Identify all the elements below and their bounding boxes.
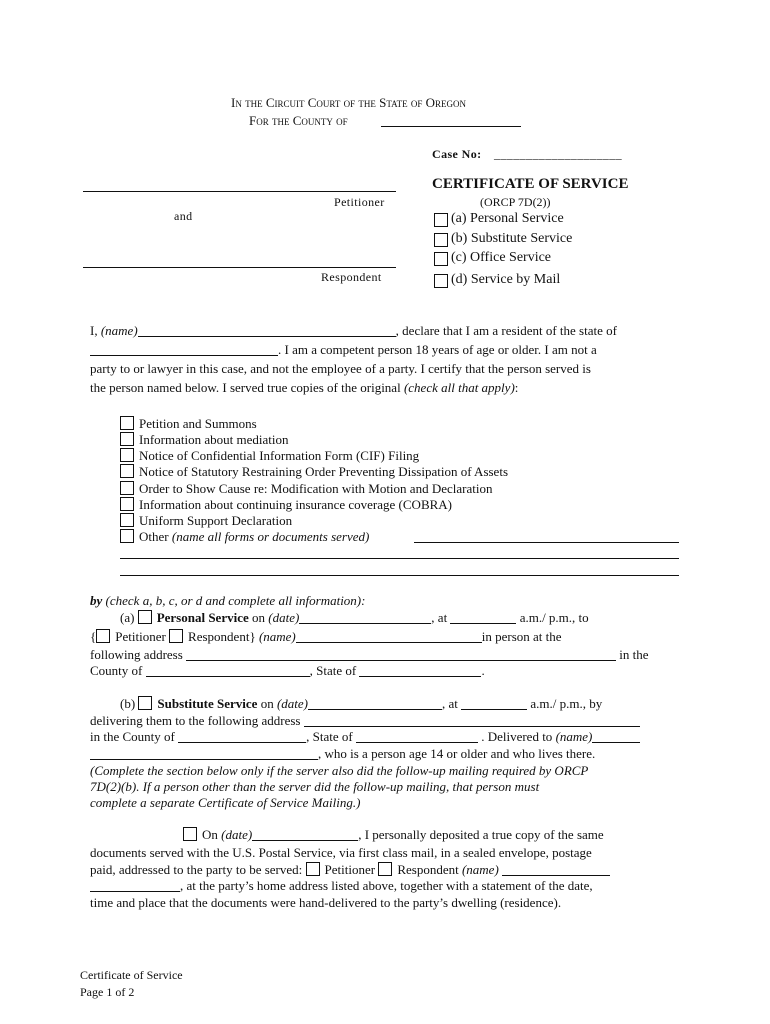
personal-service-line-3: following address in the	[90, 647, 649, 662]
checkbox-icon[interactable]	[120, 529, 134, 543]
substitute-date-field[interactable]	[308, 697, 442, 710]
mailing-line-4: , at the party’s home address listed above, together with a statement of the date,	[90, 878, 593, 894]
declaration-line-1: I, (name) , declare that I am a resident of the state of	[90, 323, 617, 338]
personal-address-field[interactable]	[186, 648, 616, 661]
document-item[interactable]: Information about continuing insurance coverage (COBRA)	[120, 497, 452, 513]
option-service-by-mail: (d) Service by Mail	[451, 272, 561, 287]
mailing-line-5: time and place that the documents were hand-delivered to the party’s dwelling (residence).	[90, 895, 562, 910]
personal-service-line-1: (a) Personal Service on (date) , at a.m./ p.m., to	[120, 610, 589, 625]
footer-page-number: Page 1 of 2	[80, 985, 135, 999]
footer-title: Certificate of Service	[80, 968, 183, 982]
petitioner-checkbox-icon[interactable]	[96, 629, 110, 643]
substitute-address-field[interactable]	[304, 714, 640, 727]
declaration-line-3: party to or lawyer in this case, and not the employee of a party. I certify that the person served is	[90, 361, 591, 376]
substitute-service-line-3: in the County of , State of . Delivered to (name)	[90, 729, 640, 745]
petitioner-name-field[interactable]	[83, 191, 396, 192]
substitute-recipient-field[interactable]	[592, 730, 640, 743]
respondent-label: Respondent	[321, 270, 382, 284]
personal-served-name-field[interactable]	[296, 630, 482, 643]
personal-time-field[interactable]	[450, 611, 516, 624]
checkbox-icon[interactable]	[120, 513, 134, 527]
case-no-label: Case No:	[432, 147, 482, 161]
mailing-name-field-2[interactable]	[90, 879, 180, 892]
substitute-county-field[interactable]	[178, 730, 306, 743]
office-service-checkbox[interactable]	[434, 252, 448, 266]
option-substitute-service: (b) Substitute Service	[451, 231, 573, 246]
personal-service-checkbox[interactable]	[434, 213, 448, 227]
by-instructions: by (check a, b, c, or d and complete all information):	[90, 593, 366, 608]
personal-service-line-2: { Petitioner Respondent} (name) in person at the	[90, 629, 562, 644]
substitute-service-checkbox-icon[interactable]	[138, 696, 152, 710]
checkbox-icon[interactable]	[120, 432, 134, 446]
mailing-respondent-checkbox-icon[interactable]	[378, 862, 392, 876]
county-heading: For the County of	[249, 113, 348, 128]
substitute-note-1: (Complete the section below only if the server also did the follow-up mailing required by ORCP	[90, 763, 589, 778]
court-heading: In the Circuit Court of the State of Oregon	[231, 95, 467, 110]
substitute-service-line-2: delivering them to the following address	[90, 713, 640, 729]
respondent-checkbox-icon[interactable]	[169, 629, 183, 643]
option-personal-service: (a) Personal Service	[451, 211, 564, 226]
checkbox-icon[interactable]	[120, 497, 134, 511]
document-item[interactable]: Notice of Confidential Information Form (CIF) Filing	[120, 448, 419, 464]
mailing-name-field[interactable]	[502, 863, 610, 876]
personal-date-field[interactable]	[299, 611, 431, 624]
other-documents-field-2[interactable]	[120, 558, 679, 559]
substitute-time-field[interactable]	[461, 697, 527, 710]
mailing-line-1: On (date) , I personally deposited a true copy of the same	[183, 827, 604, 843]
declarant-name-field[interactable]	[138, 324, 396, 337]
personal-service-line-4: County of , State of .	[90, 663, 485, 678]
document-item[interactable]: Petition and Summons	[120, 416, 257, 432]
personal-service-checkbox-icon[interactable]	[138, 610, 152, 624]
declaration-line-4: the person named below. I served true copies of the original (check all that apply):	[90, 380, 519, 395]
substitute-service-line-4: , who is a person age 14 or older and who lives there.	[90, 746, 595, 762]
mailing-line-3: paid, addressed to the party to be served: Petitioner Respondent (name)	[90, 862, 610, 878]
substitute-recipient-field-2[interactable]	[90, 747, 318, 760]
document-item[interactable]: Notice of Statutory Restraining Order Preventing Dissipation of Assets	[120, 464, 508, 480]
mailing-checkbox-icon[interactable]	[183, 827, 197, 841]
petitioner-label: Petitioner	[334, 195, 385, 209]
checkbox-icon[interactable]	[120, 481, 134, 495]
substitute-service-line-1: (b) Substitute Service on (date) , at a.m./ p.m., by	[120, 696, 603, 711]
and-label: and	[174, 209, 193, 223]
checkbox-icon[interactable]	[120, 464, 134, 478]
substitute-note-2: 7D(2)(b). If a person other than the server did the follow-up mailing, that person must	[90, 779, 540, 794]
case-no-field[interactable]: ____________________	[494, 147, 622, 161]
checkbox-icon[interactable]	[120, 448, 134, 462]
document-item-other[interactable]: Other (name all forms or documents served)	[120, 529, 369, 545]
other-documents-field-3[interactable]	[120, 575, 679, 576]
document-item[interactable]: Order to Show Cause re: Modification with Motion and Declaration	[120, 481, 492, 497]
personal-state-field[interactable]	[359, 664, 481, 677]
respondent-name-field[interactable]	[83, 267, 396, 268]
checkbox-icon[interactable]	[120, 416, 134, 430]
declaration-line-2: . I am a competent person 18 years of age or older. I am not a	[90, 342, 597, 358]
other-documents-field[interactable]	[414, 542, 679, 543]
mailing-petitioner-checkbox-icon[interactable]	[306, 862, 320, 876]
county-field[interactable]	[381, 126, 521, 127]
personal-county-field[interactable]	[146, 664, 310, 677]
mailing-date-field[interactable]	[252, 828, 358, 841]
substitute-service-checkbox[interactable]	[434, 233, 448, 247]
mailing-line-2: documents served with the U.S. Postal Service, via first class mail, in a sealed envelope, postage	[90, 845, 592, 860]
substitute-state-field[interactable]	[356, 730, 478, 743]
document-item[interactable]: Uniform Support Declaration	[120, 513, 292, 529]
substitute-note-3: complete a separate Certificate of Service Mailing.)	[90, 795, 361, 810]
mail-service-checkbox[interactable]	[434, 274, 448, 288]
orcp-rule: (ORCP 7D(2))	[480, 195, 551, 209]
declarant-state-field[interactable]	[90, 343, 278, 356]
certificate-title: CERTIFICATE OF SERVICE	[432, 176, 629, 192]
document-item[interactable]: Information about mediation	[120, 432, 288, 448]
option-office-service: (c) Office Service	[451, 250, 552, 265]
